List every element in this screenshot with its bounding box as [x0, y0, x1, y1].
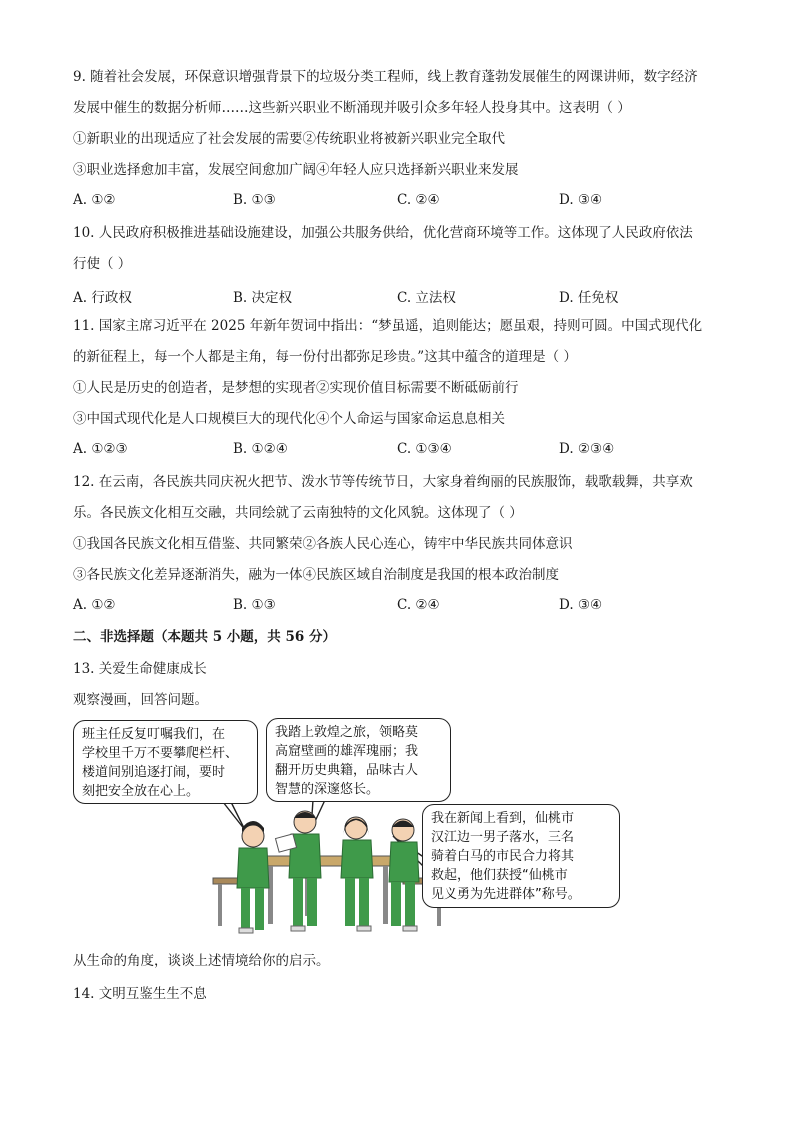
q10-options [73, 286, 633, 304]
q11-statement-line2: ③中国式现代化是人口规模巨大的现代化④个人命运与国家命运息息相关 [73, 411, 505, 427]
q9-stem-line1: 9. 随着社会发展，环保意识增强背景下的垃圾分类工程师，线上教育蓬勃发展催生的网课讲师，数字经济 [73, 69, 698, 85]
q11-stem-line1: 11. 国家主席习近平在 2025 年新年贺词中指出：“梦虽遥，追则能达；愿虽艰，持则可圆。中国式现代化 [73, 318, 703, 334]
q9-option-c[interactable]: C. ②④ [397, 192, 440, 208]
bubble3-line4: 救起，他们获授“仙桃市 [431, 868, 568, 883]
speech-bubble-rescue-news [422, 804, 620, 908]
q12-statement-line2: ③各民族文化差异逐渐消失，融为一体④民族区域自治制度是我国的根本政治制度 [73, 567, 559, 583]
q9-option-d[interactable]: D. ③④ [559, 192, 603, 208]
q12-option-b[interactable]: B. ①③ [233, 597, 276, 613]
bubble1-line1: 班主任反复叮嘱我们，在 [82, 727, 226, 742]
q11-option-a[interactable]: A. ①②③ [73, 441, 128, 457]
q11-option-d[interactable]: D. ②③④ [559, 441, 615, 457]
q11-option-c[interactable]: C. ①③④ [397, 441, 452, 457]
q12-option-c[interactable]: C. ②④ [397, 597, 440, 613]
q10-stem-line1: 10. 人民政府积极推进基础设施建设，加强公共服务供给，优化营商环境等工作。这体现了人民政府依法 [73, 225, 693, 241]
q9-statement-line1: ①新职业的出现适应了社会发展的需要②传统职业将被新兴职业完全取代 [73, 131, 505, 147]
bubble1-line2: 学校里千万不要攀爬栏杆、 [82, 746, 239, 761]
comic-illustration [73, 718, 633, 943]
q12-options [73, 597, 633, 615]
q12-statement-line1: ①我国各民族文化相互借鉴、共同繁荣②各族人民心连心，铸牢中华民族共同体意识 [73, 536, 573, 552]
q12-option-d[interactable]: D. ③④ [559, 597, 603, 613]
q10-stem-line2: 行使（ ） [73, 256, 132, 272]
bubble2-line2: 高窟壁画的雄浑瑰丽；我 [275, 744, 419, 759]
q12-option-a[interactable]: A. ①② [73, 597, 116, 613]
q10-option-a[interactable]: A. 行政权 [73, 290, 132, 306]
q9-options [73, 192, 633, 210]
q11-stem-line2: 的新征程上，每一个人都是主角，每一份付出都弥足珍贵。”这其中蕴含的道理是（ ） [73, 349, 577, 365]
q11-option-b[interactable]: B. ①②④ [233, 441, 288, 457]
q14-title: 14. 文明互鉴生生不息 [73, 986, 207, 1002]
section2-title: 二、非选择题（本题共 5 小题，共 56 分） [73, 629, 336, 645]
bubble2-line3: 翻开历史典籍，品味古人 [275, 763, 419, 778]
speech-bubble-teacher-reminder [73, 720, 258, 804]
q10-option-c[interactable]: C. 立法权 [397, 290, 456, 306]
q9-option-a[interactable]: A. ①② [73, 192, 116, 208]
q12-stem-line2: 乐。各民族文化相互交融，共同绘就了云南独特的文化风貌。这体现了（ ） [73, 505, 523, 521]
bubble3-line2: 汉江边一男子落水，三名 [431, 830, 575, 845]
bubble3-line5: 见义勇为先进群体”称号。 [431, 887, 581, 902]
bubble1-line3: 楼道间别追逐打闹，要时 [82, 765, 226, 780]
q13-instruction: 观察漫画，回答问题。 [73, 692, 208, 708]
q10-option-b[interactable]: B. 决定权 [233, 290, 293, 306]
speech-bubble-dunhuang-trip [266, 718, 451, 802]
q10-option-d[interactable]: D. 任免权 [559, 290, 619, 306]
q11-statement-line1: ①人民是历史的创造者，是梦想的实现者②实现价值目标需要不断砥砺前行 [73, 380, 519, 396]
bubble1-line4: 刻把安全放在心上。 [82, 784, 200, 799]
q12-stem-line1: 12. 在云南，各民族共同庆祝火把节、泼水节等传统节日，大家身着绚丽的民族服饰，载歌载舞，共享欢 [73, 474, 693, 490]
q9-stem-line2: 发展中催生的数据分析师……这些新兴职业不断涌现并吸引众多年轻人投身其中。这表明（ ） [73, 100, 631, 116]
bubble2-line4: 智慧的深邃悠长。 [275, 782, 380, 797]
bubble3-line3: 骑着白马的市民合力将其 [431, 849, 575, 864]
q13-title: 13. 关爱生命健康成长 [73, 661, 207, 677]
q11-options [73, 441, 633, 459]
q9-statement-line2: ③职业选择愈加丰富，发展空间愈加广阔④年轻人应只选择新兴职业来发展 [73, 162, 519, 178]
bubble3-line1: 我在新闻上看到，仙桃市 [431, 811, 575, 826]
q9-option-b[interactable]: B. ①③ [233, 192, 276, 208]
q13-question: 从生命的角度，谈谈上述情境给你的启示。 [73, 953, 330, 969]
bubble2-line1: 我踏上敦煌之旅，领略莫 [275, 725, 419, 740]
